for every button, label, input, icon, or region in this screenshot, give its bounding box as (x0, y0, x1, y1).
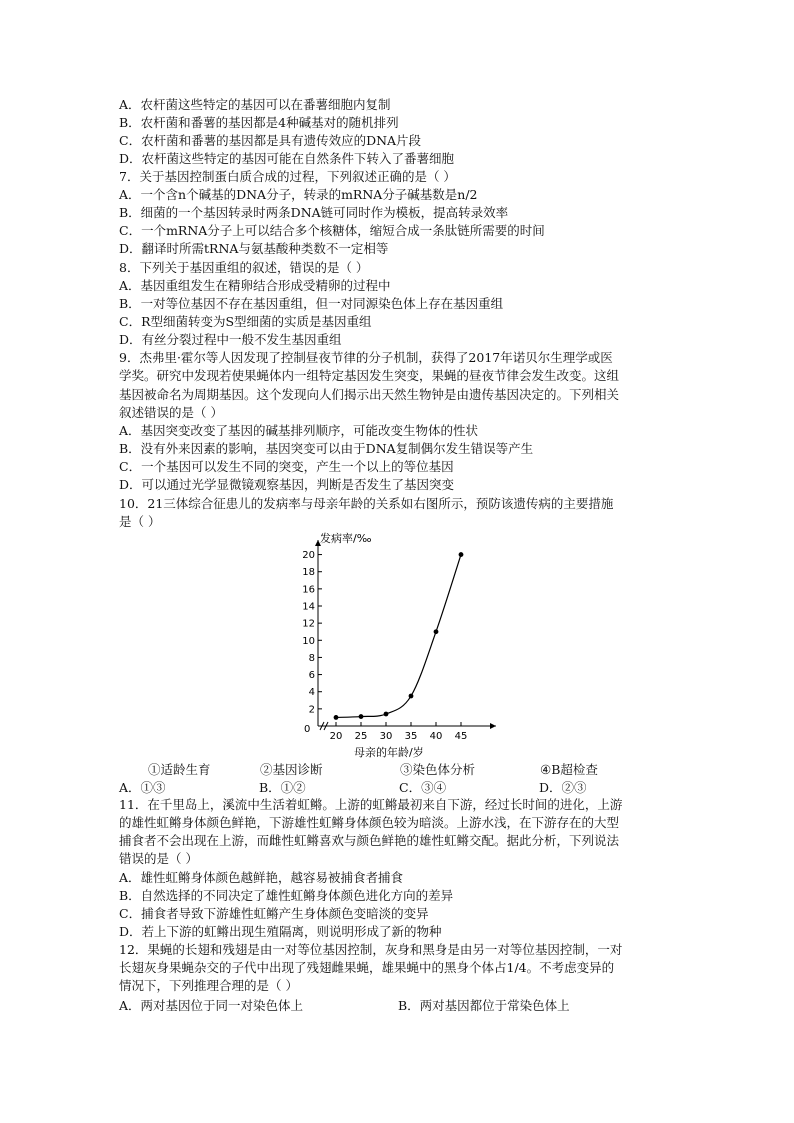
q10-option-d: D．②③ (539, 780, 587, 795)
q9-option-a: A．基因突变改变了基因的碱基排列顺序，可能改变生物体的性状 (119, 423, 479, 438)
chart-y-tick-label: 18 (302, 567, 315, 579)
q10-measure-1: ①适龄生育 (148, 762, 211, 777)
q12-option-a: A．两对基因位于同一对染色体上 (119, 998, 304, 1013)
q8-option-d: D．有丝分裂过程中一般不发生基因重组 (119, 332, 342, 347)
q12-stem-line-2: 长翅灰身果蝇杂交的子代中出现了残翅雌果蝇，雄果蝇中的黑身个体占1/4。不考虑变异的 (119, 960, 615, 975)
q8-stem: 8．下列关于基因重组的叙述，错误的是（ ） (119, 260, 369, 275)
q11-stem-line-2: 的雄性虹鳉身体颜色鲜艳，下游雄性虹鳉身体颜色较为暗淡。上游水浅，在下游存在的大型 (119, 815, 620, 830)
q9-stem-line-2: 学奖。研究中发现若使果蝇体内一组特定基因发生突变，果蝇的昼夜节律会发生改变。这组 (119, 368, 620, 383)
q6-option-d: D．农杆菌这些特定的基因可能在自然条件下转入了番薯细胞 (119, 151, 455, 166)
chart-data-point (359, 714, 364, 719)
q10-incidence-chart (300, 528, 510, 762)
chart-y-tick-label: 8 (308, 652, 315, 664)
q10-stem-line-2: 是（ ） (119, 514, 161, 529)
q12-stem-line-3: 情况下，下列推理合理的是（ ） (119, 978, 298, 993)
q8-option-a: A．基因重组发生在精卵结合形成受精卵的过程中 (119, 278, 391, 293)
chart-y-tick-label: 4 (308, 687, 315, 699)
q7-option-b: B．细菌的一个基因转录时两条DNA链可同时作为模板，提高转录效率 (119, 205, 509, 220)
q9-stem-line-4: 叙述错误的是（ ） (119, 405, 223, 420)
chart-data-point (334, 715, 339, 720)
chart-x-tick-label: 30 (379, 731, 393, 742)
q6-option-a: A．农杆菌这些特定的基因可以在番薯细胞内复制 (119, 97, 391, 112)
chart-y-tick-label: 14 (302, 601, 315, 613)
q9-option-d: D．可以通过光学显微镜观察基因，判断是否发生了基因突变 (119, 477, 455, 492)
chart-origin-label: 0 (304, 724, 311, 735)
chart-y-label: 发病率/‰ (320, 532, 372, 545)
chart-y-tick-label: 2 (308, 704, 315, 716)
chart-data-point (459, 552, 464, 557)
chart-y-tick-label: 6 (308, 670, 315, 682)
q10-option-b: B．①② (259, 780, 306, 795)
q7-option-c: C．一个mRNA分子上可以结合多个核糖体，缩短合成一条肽链所需要的时间 (119, 223, 545, 238)
q7-option-a: A．一个含n个碱基的DNA分子，转录的mRNA分子碱基数是n/2 (119, 187, 478, 202)
q12-option-b: B．两对基因都位于常染色体上 (398, 998, 570, 1013)
q11-option-b: B．自然选择的不同决定了雄性虹鳉身体颜色进化方向的差异 (119, 888, 454, 903)
chart-y-tick-label: 16 (302, 584, 315, 596)
q7-option-d: D．翻译时所需tRNA与氨基酸种类数不一定相等 (119, 241, 389, 256)
chart-series-line (336, 555, 461, 718)
chart-x-tick-label: 20 (329, 731, 343, 742)
q9-stem-line-3: 基因被命名为周期基因。这个发现向人们揭示出天然生物钟是由遗传基因决定的。下列相关 (119, 387, 620, 402)
q8-option-c: C．R型细菌转变为S型细菌的实质是基因重组 (119, 314, 372, 329)
q8-option-b: B．一对等位基因不存在基因重组，但一对同源染色体上存在基因重组 (119, 296, 504, 311)
chart-x-tick-label: 35 (404, 731, 418, 742)
q10-answers-row (119, 778, 639, 796)
chart-data-point (384, 712, 389, 717)
q6-option-b: B．农杆菌和番薯的基因都是4种碱基对的随机排列 (119, 115, 399, 130)
q11-option-a: A．雄性虹鳉身体颜色越鲜艳，越容易被捕食者捕食 (119, 870, 404, 885)
q11-stem-line-1: 11．在千里岛上，溪流中生活着虹鳉。上游的虹鳉最初来自下游，经过长时间的进化，上游 (119, 797, 623, 812)
q10-measure-3: ③染色体分析 (400, 762, 476, 777)
q10-option-a: A．①③ (119, 780, 166, 795)
q10-measure-4: ④B超检查 (540, 762, 598, 777)
chart-x-label: 母亲的年龄/岁 (354, 746, 424, 759)
q11-option-c: C．捕食者导致下游雄性虹鳉产生身体颜色变暗淡的变异 (119, 906, 429, 921)
chart-y-tick-label: 12 (302, 618, 315, 630)
chart-y-tick-label: 20 (302, 550, 315, 562)
chart-data-point (409, 694, 414, 699)
q10-stem-line-1: 10．21三体综合征患儿的发病率与母亲年龄的关系如右图所示，预防该遗传病的主要措施 (119, 496, 614, 511)
chart-x-tick-label: 45 (454, 731, 468, 742)
q7-stem: 7．关于基因控制蛋白质合成的过程，下列叙述正确的是（ ） (119, 169, 456, 184)
q10-measures-row (148, 760, 628, 778)
q11-stem-line-3: 捕食者不会出现在上游，而雌性虹鳉喜欢与颜色鲜艳的雄性虹鳉交配。据此分析，下列说法 (119, 833, 620, 848)
chart-y-tick-label: 10 (302, 635, 315, 647)
q9-stem-line-1: 9．杰弗里·霍尔等人因发现了控制昼夜节律的分子机制，获得了2017年诺贝尔生理学或医 (119, 350, 613, 365)
q11-stem-line-4: 错误的是（ ） (119, 851, 198, 866)
q12-stem-line-1: 12．果蝇的长翅和残翅是由一对等位基因控制，灰身和黑身是由另一对等位基因控制，一对 (119, 942, 623, 957)
q9-option-c: C．一个基因可以发生不同的突变，产生一个以上的等位基因 (119, 459, 454, 474)
q6-option-c: C．农杆菌和番薯的基因都是具有遗传效应的DNA片段 (119, 133, 422, 148)
q10-option-c: C．③④ (399, 780, 447, 795)
chart-data-point (434, 629, 439, 634)
q9-option-b: B．没有外来因素的影响，基因突变可以由于DNA复制偶尔发生错误等产生 (119, 441, 534, 456)
chart-x-tick-label: 25 (354, 731, 368, 742)
chart-x-tick-label: 40 (429, 731, 443, 742)
chart-x-axis-arrow (490, 723, 496, 729)
q10-measure-2: ②基因诊断 (260, 762, 323, 777)
q11-option-d: D．若上下游的虹鳉出现生殖隔离，则说明形成了新的物种 (119, 924, 442, 939)
